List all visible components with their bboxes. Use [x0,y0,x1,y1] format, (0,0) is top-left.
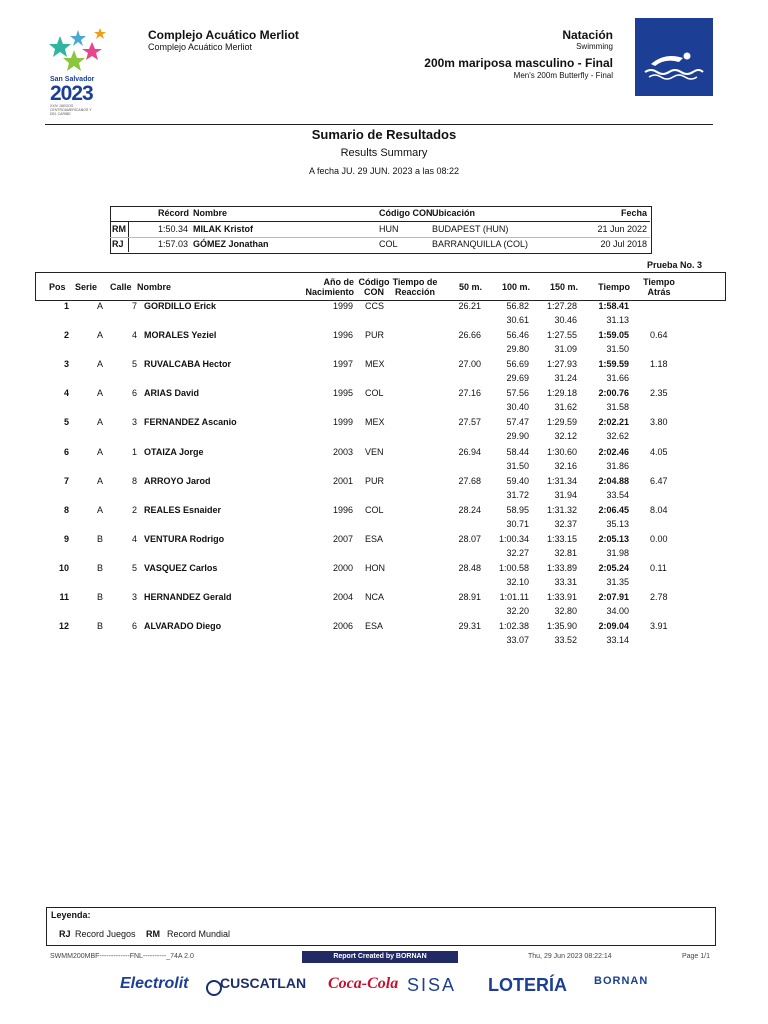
split-100m: 57.56 [506,388,529,398]
country-code: VEN [365,447,384,457]
final-time: 1:59.59 [598,359,629,369]
heat-cell: A [96,476,103,486]
split-100m: 58.44 [506,447,529,457]
lap-150m: 33.31 [554,577,577,587]
table-row [35,621,724,650]
col-150m: 150 m. [549,282,578,292]
lane-cell: 5 [131,563,137,573]
legend-key-rm: RM [146,929,160,939]
col-reaction-2: Reacción [394,287,436,297]
split-150m: 1:27.55 [546,330,577,340]
lap-200m: 34.00 [606,606,629,616]
split-150m: 1:35.90 [546,621,577,631]
record-location: BARRANQUILLA (COL) [432,239,529,249]
heat-cell: A [96,388,103,398]
lap-200m: 31.50 [606,344,629,354]
lap-100m: 29.80 [506,344,529,354]
final-time: 2:09.04 [598,621,629,631]
lap-150m: 32.81 [554,548,577,558]
final-time: 2:05.24 [598,563,629,573]
sponsor-sisa: SISA [407,975,457,995]
results-header [35,272,726,301]
heat-cell: B [96,563,103,573]
split-100m: 56.82 [506,301,529,311]
split-50m: 28.07 [458,534,481,544]
final-time: 2:07.91 [598,592,629,602]
table-row [35,417,724,446]
position-cell: 2 [63,330,69,340]
page-number: Page 1/1 [681,953,710,960]
split-50m: 28.48 [458,563,481,573]
split-100m: 56.69 [506,359,529,369]
country-code: COL [365,505,384,515]
heat-cell: A [96,417,103,427]
table-row [35,592,724,621]
country-code: ESA [365,621,384,631]
lap-150m: 32.80 [554,606,577,616]
report-timestamp: Thu, 29 Jun 2023 08:22:14 [528,953,612,960]
page-title: Sumario de Resultados [311,127,457,142]
col-reaction-1: Tiempo de [392,277,438,287]
split-50m: 26.94 [458,447,481,457]
games-logo [46,16,116,116]
col-time: Tiempo [598,282,630,292]
birth-year: 1996 [332,330,353,340]
birth-year: 2004 [332,592,353,602]
record-time: 1:50.34 [158,224,189,234]
record-country: HUN [379,224,399,234]
record-row [110,222,650,238]
lap-100m: 29.90 [506,431,529,441]
legend-title: Leyenda: [51,910,91,920]
col-pos: Pos [49,282,66,292]
table-row [35,505,724,534]
split-100m: 1:00.34 [498,534,529,544]
lap-100m: 33.07 [506,635,529,645]
split-150m: 1:33.91 [546,592,577,602]
lap-200m: 31.66 [606,373,629,383]
position-cell: 6 [63,447,69,457]
lap-150m: 31.94 [554,490,577,500]
logo-city: San Salvador [50,76,95,83]
final-time: 2:05.13 [598,534,629,544]
split-100m: 56.46 [506,330,529,340]
table-row [35,301,724,330]
col-50m: 50 m. [458,282,482,292]
split-50m: 27.68 [458,476,481,486]
lane-cell: 8 [131,476,137,486]
time-behind: 0.11 [650,563,667,573]
lap-100m: 30.71 [506,519,529,529]
lap-200m: 31.98 [606,548,629,558]
sponsor-cuscatlan: CUSCATLAN [220,975,307,991]
final-time: 2:02.46 [598,447,629,457]
report-date: A fecha JU. 29 JUN. 2023 a las 08:22 [308,166,460,176]
split-50m: 27.00 [458,359,481,369]
position-cell: 3 [63,359,69,369]
split-150m: 1:31.32 [546,505,577,515]
col-nombre: Nombre [137,282,172,292]
lap-150m: 32.12 [554,431,577,441]
country-code: MEX [365,359,385,369]
birth-year: 2006 [332,621,353,631]
split-150m: 1:27.28 [546,301,577,311]
table-row [35,388,724,417]
records-header [110,206,650,222]
lane-cell: 6 [131,621,137,631]
col-year-2: Nacimiento [305,287,354,297]
position-cell: 5 [63,417,69,427]
lap-100m: 32.27 [506,548,529,558]
time-behind: 2.78 [650,592,668,602]
record-date: 20 Jul 2018 [600,239,647,249]
table-row [35,447,724,476]
swimmer-name: FERNANDEZ Ascanio [144,417,237,427]
final-time: 2:02.21 [598,417,629,427]
logo-sub: XXIV JUEGOS CENTROAMERICANOS Y DEL CARIBE [50,104,92,116]
split-150m: 1:33.89 [546,563,577,573]
venue-subtitle: Complejo Acuático Merliot [148,42,253,52]
lap-200m: 31.58 [606,402,629,412]
lap-100m: 31.72 [506,490,529,500]
report-created-by: Report Created by BORNAN [302,951,458,963]
position-cell: 8 [63,505,69,515]
final-time: 2:06.45 [598,505,629,515]
split-100m: 1:02.38 [498,621,529,631]
swimmer-name: GORDILLO Erick [144,301,217,311]
birth-year: 1999 [332,301,353,311]
swimmer-name: ARROYO Jarod [144,476,211,486]
birth-year: 2000 [332,563,353,573]
split-50m: 28.91 [458,592,481,602]
birth-year: 1997 [332,359,353,369]
swimmer-name: HERNANDEZ Gerald [144,592,232,602]
sponsor-loteria: LOTERÍA [488,975,567,995]
split-50m: 27.16 [458,388,481,398]
lap-100m: 32.20 [506,606,529,616]
country-code: HON [365,563,385,573]
col-con-2: CON [364,287,384,297]
record-country: COL [379,239,398,249]
table-row [35,330,724,359]
lap-200m: 32.62 [606,431,629,441]
birth-year: 2001 [332,476,353,486]
swimmer-name: MORALES Yeziel [144,330,217,340]
time-behind: 1.18 [650,359,668,369]
swimmer-name: ALVARADO Diego [144,621,222,631]
lane-cell: 4 [131,330,137,340]
split-100m: 1:00.58 [498,563,529,573]
heat-cell: A [96,330,103,340]
lap-150m: 30.46 [554,315,577,325]
split-150m: 1:29.59 [546,417,577,427]
swimming-icon [635,18,713,96]
cuscatlan-icon [206,980,222,996]
swimmer-name: VASQUEZ Carlos [144,563,218,573]
split-100m: 59.40 [506,476,529,486]
table-row [35,476,724,505]
final-time: 2:00.76 [598,388,629,398]
lap-150m: 31.62 [554,402,577,412]
table-row [35,563,724,592]
lap-100m: 30.40 [506,402,529,412]
position-cell: 12 [58,621,69,631]
split-50m: 29.31 [458,621,481,631]
report-code: SWMM200MBF-------------FNL----------_74A 2.0 [50,953,194,960]
lane-cell: 3 [131,417,137,427]
lane-cell: 1 [131,447,137,457]
position-cell: 7 [63,476,69,486]
position-cell: 4 [63,388,69,398]
birth-year: 1996 [332,505,353,515]
split-50m: 28.24 [458,505,481,515]
birth-year: 1995 [332,388,353,398]
time-behind: 4.05 [650,447,668,457]
sport-name-en: Swimming [576,42,613,51]
record-row [110,237,650,252]
time-behind: 8.04 [650,505,668,515]
rec-col-location: Ubicación [432,208,476,218]
lap-150m: 32.16 [554,461,577,471]
final-time: 1:58.41 [598,301,629,311]
split-100m: 57.47 [506,417,529,427]
swimmer-name: OTAIZA Jorge [144,447,204,457]
lap-150m: 33.52 [554,635,577,645]
heat-cell: B [96,534,103,544]
swimmer-name: VENTURA Rodrigo [144,534,225,544]
rec-col-name: Nombre [193,208,228,218]
country-code: CCS [365,301,385,311]
event-number: Prueba No. 3 [646,260,702,270]
legend-value-rj: Record Juegos [75,929,136,939]
record-holder: GÓMEZ Jonathan [193,239,269,249]
lap-150m: 32.37 [554,519,577,529]
stars-icon [46,16,116,78]
swimmer-name: REALES Esnaider [144,505,222,515]
time-behind: 0.00 [650,534,668,544]
legend-value-rm: Record Mundial [167,929,231,939]
split-50m: 27.57 [458,417,481,427]
col-year-1: Año de [323,277,354,287]
legend-box [46,907,716,946]
lap-200m: 31.86 [606,461,629,471]
birth-year: 1999 [332,417,353,427]
split-150m: 1:29.18 [546,388,577,398]
col-con-1: Código [358,277,390,287]
legend-key-rj: RJ [59,929,71,939]
lane-cell: 2 [131,505,137,515]
country-code: PUR [365,330,385,340]
lap-100m: 29.69 [506,373,529,383]
record-holder: MILAK Kristof [193,224,253,234]
country-code: NCA [365,592,385,602]
record-date: 21 Jun 2022 [597,224,647,234]
split-100m: 1:01.11 [499,592,529,602]
rec-col-country: Código CON [379,208,433,218]
time-behind: 6.47 [650,476,668,486]
record-code: RJ [112,239,124,249]
table-row [35,359,724,388]
record-location: BUDAPEST (HUN) [432,224,509,234]
lane-cell: 6 [131,388,137,398]
record-code: RM [112,224,126,234]
venue-title: Complejo Acuático Merliot [148,28,299,42]
split-150m: 1:27.93 [546,359,577,369]
logo-year: 2023 [50,82,93,105]
country-code: PUR [365,476,385,486]
lap-150m: 31.09 [554,344,577,354]
record-time: 1:57.03 [158,239,189,249]
country-code: MEX [365,417,385,427]
lane-cell: 3 [131,592,137,602]
lap-200m: 31.13 [606,315,629,325]
split-150m: 1:31.34 [546,476,577,486]
country-code: ESA [365,534,384,544]
split-100m: 58.95 [506,505,529,515]
rec-col-record: Récord [158,208,190,218]
split-50m: 26.66 [458,330,481,340]
swimmer-name: RUVALCABA Hector [144,359,232,369]
swimmer-name: ARIAS David [144,388,200,398]
country-code: COL [365,388,384,398]
lane-cell: 4 [131,534,137,544]
position-cell: 1 [63,301,69,311]
position-cell: 10 [58,563,69,573]
sport-name: Natación [562,28,613,42]
lap-200m: 31.35 [606,577,629,587]
lap-200m: 33.14 [606,635,629,645]
sponsor-coca-cola: Coca-Cola [328,975,399,992]
lap-100m: 31.50 [506,461,529,471]
page-subtitle: Results Summary [340,147,428,159]
heat-cell: B [96,621,103,631]
lap-100m: 30.61 [506,315,529,325]
lane-cell: 7 [131,301,137,311]
table-row [35,534,724,563]
event-name: 200m mariposa masculino - Final [424,56,613,70]
position-cell: 9 [63,534,69,544]
lap-200m: 33.54 [606,490,629,500]
heat-cell: B [96,592,103,602]
col-behind-1: Tiempo [643,277,675,287]
split-50m: 26.21 [458,301,481,311]
heat-cell: A [96,505,103,515]
birth-year: 2007 [332,534,353,544]
time-behind: 3.91 [650,621,668,631]
position-cell: 11 [59,592,69,602]
col-100m: 100 m. [501,282,530,292]
time-behind: 0.64 [650,330,668,340]
col-serie: Serie [75,282,98,292]
final-time: 2:04.88 [598,476,629,486]
lane-cell: 5 [131,359,137,369]
time-behind: 2.35 [650,388,668,398]
split-150m: 1:30.60 [546,447,577,457]
final-time: 1:59.05 [598,330,629,340]
heat-cell: A [96,301,103,311]
col-behind-2: Atrás [647,287,671,297]
sponsor-bornan: BORNAN [594,975,649,987]
heat-cell: A [96,447,103,457]
birth-year: 2003 [332,447,353,457]
lap-100m: 32.10 [506,577,529,587]
rec-col-date: Fecha [620,208,647,218]
lap-150m: 31.24 [554,373,577,383]
heat-cell: A [96,359,103,369]
lap-200m: 35.13 [606,519,629,529]
event-name-en: Men's 200m Butterfly - Final [513,71,613,80]
header-rule [45,124,713,125]
col-calle: Calle [110,282,132,292]
sponsor-electrolit: Electrolit [120,975,189,992]
time-behind: 3.80 [650,417,668,427]
split-150m: 1:33.15 [546,534,577,544]
